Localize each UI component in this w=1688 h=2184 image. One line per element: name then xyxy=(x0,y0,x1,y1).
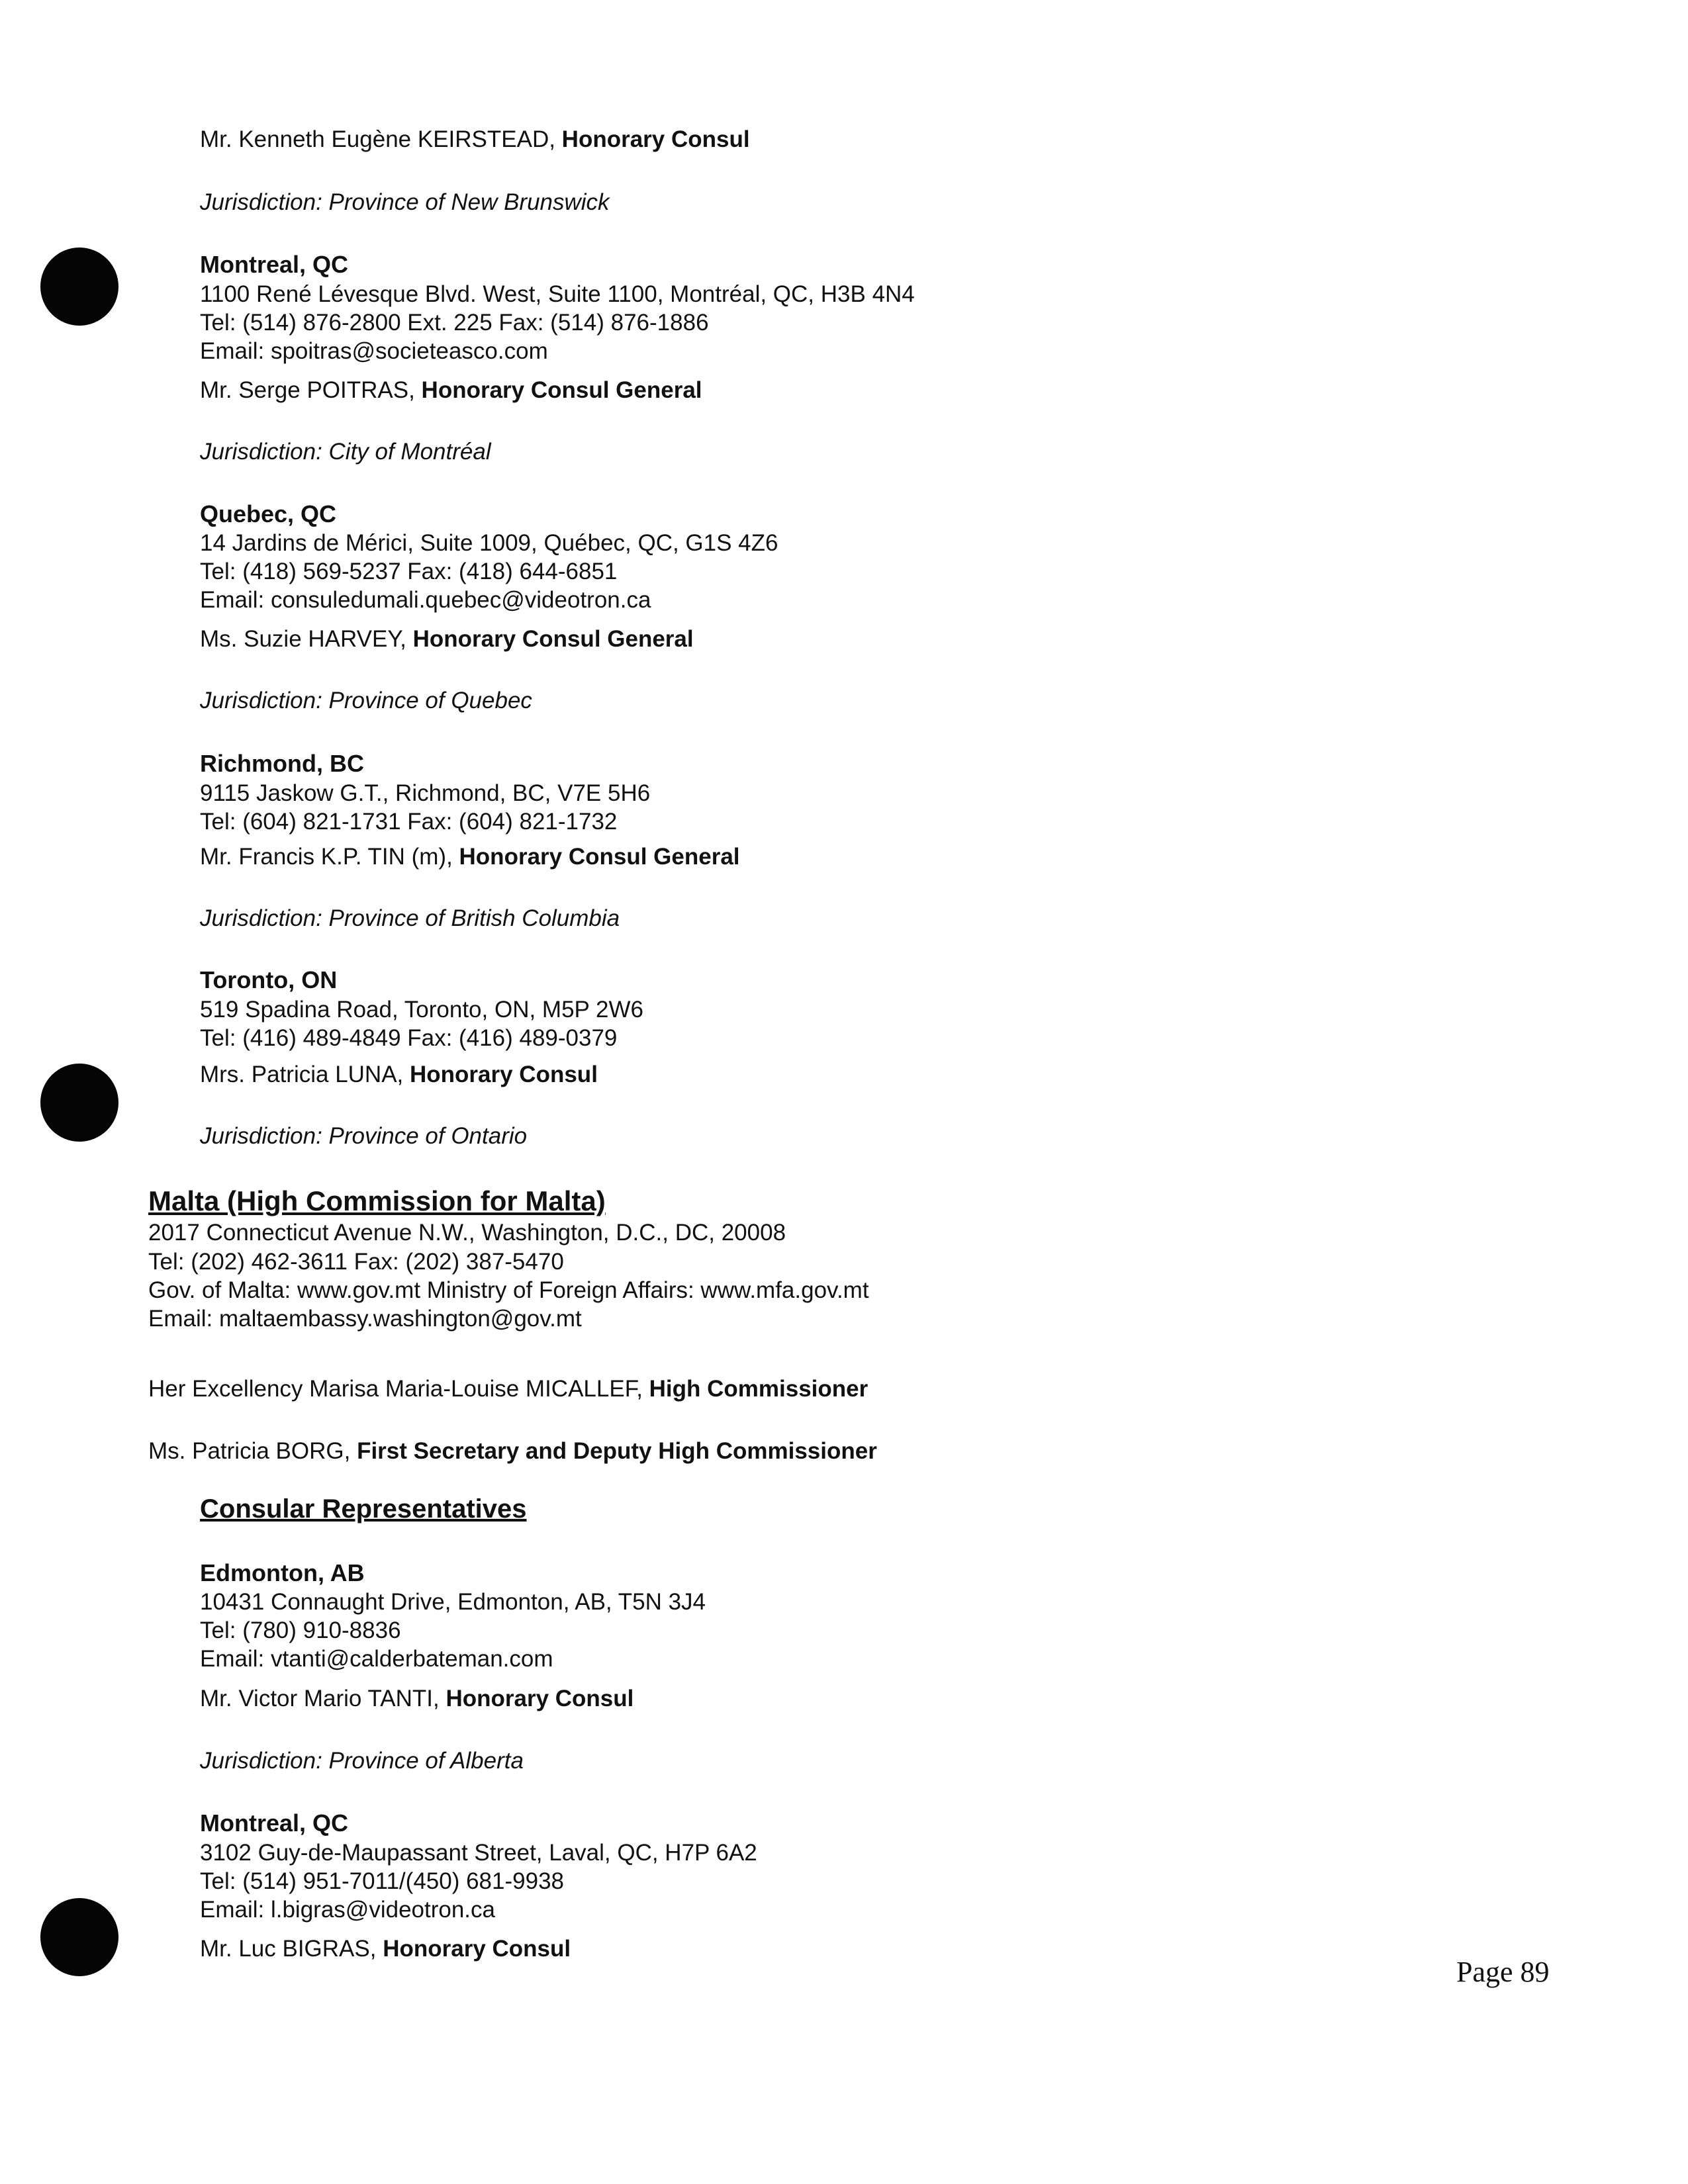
email: Email: consuledumali.quebec@videotron.ca xyxy=(200,587,651,613)
websites: Gov. of Malta: www.gov.mt Ministry of Foreign Affairs: www.mfa.gov.mt xyxy=(148,1277,869,1303)
jurisdiction: Jurisdiction: Province of Quebec xyxy=(200,688,532,713)
phone-fax: Tel: (416) 489-4849 Fax: (416) 489-0379 xyxy=(200,1025,618,1051)
address: 3102 Guy-de-Maupassant Street, Laval, QC, H7P 6A2 xyxy=(200,1840,757,1866)
city-heading: Montreal, QC xyxy=(200,1809,349,1837)
country-heading: Malta (High Commission for Malta) xyxy=(148,1185,606,1216)
email: Email: maltaembassy.washington@gov.mt xyxy=(148,1306,582,1332)
phone-fax: Tel: (604) 821-1731 Fax: (604) 821-1732 xyxy=(200,809,618,835)
email: Email: l.bigras@videotron.ca xyxy=(200,1897,495,1923)
punch-hole-top xyxy=(40,248,118,326)
representative-line: Mr. Serge POITRAS, Honorary Consul General xyxy=(200,377,702,403)
city-heading: Edmonton, AB xyxy=(200,1559,365,1586)
address: 2017 Connecticut Avenue N.W., Washington, D.C., DC, 20008 xyxy=(148,1220,786,1246)
phone-fax: Tel: (418) 569-5237 Fax: (418) 644-6851 xyxy=(200,559,618,584)
jurisdiction: Jurisdiction: Province of New Brunswick xyxy=(200,189,610,215)
jurisdiction: Jurisdiction: Province of Ontario xyxy=(200,1123,528,1149)
jurisdiction: Jurisdiction: Province of Alberta xyxy=(200,1748,524,1774)
representative-line: Ms. Suzie HARVEY, Honorary Consul General xyxy=(200,626,694,652)
jurisdiction: Jurisdiction: City of Montréal xyxy=(200,439,491,465)
jurisdiction: Jurisdiction: Province of British Columbia xyxy=(200,905,620,931)
punch-hole-middle xyxy=(40,1064,118,1142)
page-number: Page 89 xyxy=(1456,1956,1550,1988)
address: 519 Spadina Road, Toronto, ON, M5P 2W6 xyxy=(200,997,643,1023)
address: 1100 René Lévesque Blvd. West, Suite 1100, Montréal, QC, H3B 4N4 xyxy=(200,281,915,307)
punch-hole-bottom xyxy=(40,1898,118,1976)
city-heading: Montreal, QC xyxy=(200,251,349,278)
city-heading: Quebec, QC xyxy=(200,500,337,527)
phone-fax: Tel: (514) 876-2800 Ext. 225 Fax: (514) 876-1886 xyxy=(200,310,709,336)
representative-line: Mr. Luc BIGRAS, Honorary Consul xyxy=(200,1936,571,1962)
phone-fax: Tel: (202) 462-3611 Fax: (202) 387-5470 xyxy=(148,1249,564,1275)
address: 14 Jardins de Mérici, Suite 1009, Québec, QC, G1S 4Z6 xyxy=(200,530,778,556)
section-heading: Consular Representatives xyxy=(200,1494,527,1524)
representative-line: Mrs. Patricia LUNA, Honorary Consul xyxy=(200,1062,598,1087)
email: Email: vtanti@calderbateman.com xyxy=(200,1646,553,1672)
representative-line: Mr. Kenneth Eugène KEIRSTEAD, Honorary Consul xyxy=(200,126,750,152)
representative-line: Her Excellency Marisa Maria-Louise MICALLEF, High Commissioner xyxy=(148,1376,868,1402)
email: Email: spoitras@societeasco.com xyxy=(200,338,548,364)
address: 10431 Connaught Drive, Edmonton, AB, T5N 3J4 xyxy=(200,1589,706,1615)
representative-line: Mr. Francis K.P. TIN (m), Honorary Consul General xyxy=(200,844,740,870)
city-heading: Richmond, BC xyxy=(200,750,364,777)
phone-fax: Tel: (514) 951-7011/(450) 681-9938 xyxy=(200,1868,565,1894)
city-heading: Toronto, ON xyxy=(200,966,338,993)
phone-fax: Tel: (780) 910-8836 xyxy=(200,1617,401,1643)
address: 9115 Jaskow G.T., Richmond, BC, V7E 5H6 xyxy=(200,780,651,806)
representative-line: Ms. Patricia BORG, First Secretary and Deputy High Commissioner xyxy=(148,1438,877,1464)
representative-line: Mr. Victor Mario TANTI, Honorary Consul xyxy=(200,1686,634,1711)
